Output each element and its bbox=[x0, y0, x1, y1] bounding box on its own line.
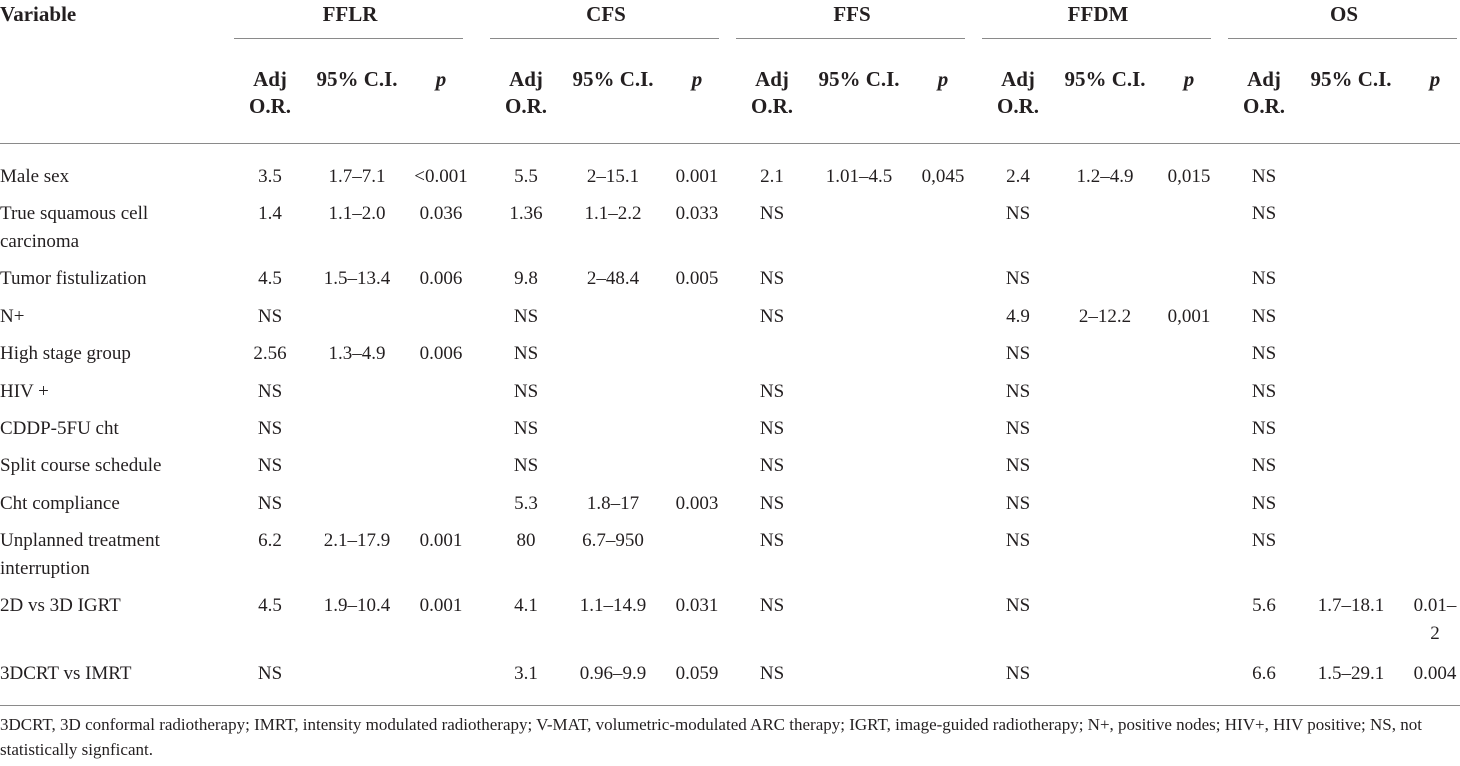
group-header-os: OS bbox=[1329, 2, 1358, 26]
p-value-cell: 0.005 bbox=[675, 268, 719, 289]
adj-or-cell: NS bbox=[1005, 455, 1031, 476]
ci-header: 95% C.I. bbox=[1064, 67, 1146, 91]
ci-cell: 1.2–4.9 bbox=[1076, 166, 1134, 187]
row-label: 2D vs 3D IGRT bbox=[0, 595, 121, 616]
adj-or-cell: 1.36 bbox=[509, 203, 543, 224]
adj-or-cell: NS bbox=[1005, 203, 1031, 224]
p-header: p bbox=[691, 67, 703, 91]
adj-or-cell: NS bbox=[1005, 530, 1031, 551]
row-label: Split course schedule bbox=[0, 455, 162, 476]
adj-or-cell: NS bbox=[257, 455, 283, 476]
row-label: Unplanned treatment interruption bbox=[0, 530, 160, 579]
adj-or-cell: 3.1 bbox=[514, 663, 538, 684]
adj-or-cell: NS bbox=[1005, 268, 1031, 289]
p-value-cell: 0.033 bbox=[675, 203, 719, 224]
adj-or-cell: 5.3 bbox=[514, 493, 538, 514]
adj-or-header: Adj O.R. bbox=[249, 67, 291, 118]
row-label: High stage group bbox=[0, 343, 131, 364]
adj-or-cell: NS bbox=[513, 455, 539, 476]
group-underline bbox=[490, 38, 719, 39]
adj-or-cell: 9.8 bbox=[514, 268, 538, 289]
group-underline bbox=[1228, 38, 1457, 39]
ci-cell: 0.96–9.9 bbox=[579, 663, 647, 684]
p-value-cell: 0.001 bbox=[675, 166, 719, 187]
p-value-cell: 0.031 bbox=[675, 595, 719, 616]
row-label: 3DCRT vs IMRT bbox=[0, 663, 132, 684]
ci-header: 95% C.I. bbox=[1310, 67, 1392, 91]
adj-or-cell: NS bbox=[759, 381, 785, 402]
adj-or-cell: NS bbox=[759, 418, 785, 439]
group-underline bbox=[234, 38, 463, 39]
p-value-cell: 0,045 bbox=[921, 166, 965, 187]
adj-or-cell: 3.5 bbox=[258, 166, 282, 187]
ci-cell: 2–15.1 bbox=[586, 166, 640, 187]
adj-or-cell: NS bbox=[759, 203, 785, 224]
adj-or-cell: NS bbox=[1005, 381, 1031, 402]
p-value-cell: 0.001 bbox=[419, 530, 463, 551]
group-header-cfs: CFS bbox=[586, 2, 626, 26]
adj-or-cell: 2.4 bbox=[1006, 166, 1030, 187]
ci-cell: 6.7–950 bbox=[582, 530, 644, 551]
adj-or-cell: NS bbox=[759, 455, 785, 476]
adj-or-cell: NS bbox=[1251, 268, 1277, 289]
adj-or-cell: NS bbox=[513, 306, 539, 327]
adj-or-cell: NS bbox=[1251, 530, 1277, 551]
adj-or-cell: NS bbox=[257, 663, 283, 684]
adj-or-cell: 4.9 bbox=[1006, 306, 1030, 327]
p-value-cell: 0.001 bbox=[419, 595, 463, 616]
group-underline bbox=[982, 38, 1211, 39]
p-value-cell: 0.01–2 bbox=[1413, 595, 1457, 644]
ci-cell: 1.1–2.0 bbox=[328, 203, 386, 224]
p-value-cell: 0.003 bbox=[675, 493, 719, 514]
ci-cell: 2.1–17.9 bbox=[323, 530, 391, 551]
p-value-cell: 0,015 bbox=[1167, 166, 1211, 187]
ci-cell: 1.1–14.9 bbox=[579, 595, 647, 616]
ci-cell: 1.5–29.1 bbox=[1317, 663, 1385, 684]
adj-or-cell: NS bbox=[513, 381, 539, 402]
ci-header: 95% C.I. bbox=[818, 67, 900, 91]
ci-cell: 2–12.2 bbox=[1078, 306, 1132, 327]
adj-or-cell: 2.56 bbox=[253, 343, 287, 364]
adj-or-cell: NS bbox=[1005, 595, 1031, 616]
row-label: Tumor fistulization bbox=[0, 268, 147, 289]
variable-header: Variable bbox=[0, 2, 77, 26]
p-value-cell: 0,001 bbox=[1167, 306, 1211, 327]
row-label: HIV + bbox=[0, 381, 49, 402]
adj-or-cell: NS bbox=[257, 381, 283, 402]
adj-or-cell: 5.6 bbox=[1252, 595, 1276, 616]
adj-or-cell: 6.6 bbox=[1252, 663, 1276, 684]
adj-or-cell: NS bbox=[759, 268, 785, 289]
ci-header: 95% C.I. bbox=[316, 67, 398, 91]
ci-cell: 1.3–4.9 bbox=[328, 343, 386, 364]
adj-or-cell: NS bbox=[1251, 455, 1277, 476]
adj-or-cell: 1.4 bbox=[258, 203, 282, 224]
group-header-ffdm: FFDM bbox=[1067, 2, 1129, 26]
ci-cell: 1.8–17 bbox=[586, 493, 640, 514]
header-rule bbox=[0, 143, 1460, 144]
adj-or-cell: NS bbox=[759, 493, 785, 514]
p-header: p bbox=[435, 67, 447, 91]
p-header: p bbox=[1429, 67, 1441, 91]
adj-or-cell: NS bbox=[759, 663, 785, 684]
adj-or-cell: 6.2 bbox=[258, 530, 282, 551]
p-header: p bbox=[937, 67, 949, 91]
adj-or-cell: NS bbox=[759, 306, 785, 327]
group-header-fflr: FFLR bbox=[322, 2, 378, 26]
ci-cell: 1.01–4.5 bbox=[825, 166, 893, 187]
group-underline bbox=[736, 38, 965, 39]
ci-cell: 1.7–7.1 bbox=[328, 166, 386, 187]
adj-or-cell: NS bbox=[1251, 418, 1277, 439]
adj-or-cell: NS bbox=[1005, 663, 1031, 684]
adj-or-cell: 2.1 bbox=[760, 166, 784, 187]
ci-header: 95% C.I. bbox=[572, 67, 654, 91]
adj-or-cell: NS bbox=[513, 418, 539, 439]
adj-or-header: Adj O.R. bbox=[997, 67, 1039, 118]
p-value-cell: 0.036 bbox=[419, 203, 463, 224]
adj-or-cell: 80 bbox=[516, 530, 536, 551]
table-footnote: 3DCRT, 3D conformal radiotherapy; IMRT, intensity modulated radiotherapy; V-MAT, volumetric-modulated ARC therapy; IGRT, image-guided radiotherapy; N+, positive nodes; HIV+, HIV positive; NS, not statistically signficant. bbox=[0, 715, 1422, 759]
adj-or-cell: NS bbox=[1251, 493, 1277, 514]
adj-or-cell: NS bbox=[1005, 343, 1031, 364]
adj-or-cell: NS bbox=[1005, 493, 1031, 514]
ci-cell: 1.9–10.4 bbox=[323, 595, 391, 616]
bottom-rule bbox=[0, 705, 1460, 706]
ci-cell: 1.5–13.4 bbox=[323, 268, 391, 289]
row-label: N+ bbox=[0, 306, 25, 327]
p-header: p bbox=[1183, 67, 1195, 91]
p-value-cell: 0.004 bbox=[1413, 663, 1457, 684]
row-label: True squamous cell carcinoma bbox=[0, 203, 149, 252]
adj-or-cell: NS bbox=[257, 306, 283, 327]
adj-or-cell: NS bbox=[513, 343, 539, 364]
ci-cell: 1.1–2.2 bbox=[584, 203, 642, 224]
row-label: CDDP-5FU cht bbox=[0, 418, 119, 439]
adj-or-cell: NS bbox=[1251, 343, 1277, 364]
row-label: Male sex bbox=[0, 166, 70, 187]
adj-or-cell: NS bbox=[759, 530, 785, 551]
ci-cell: 1.7–18.1 bbox=[1317, 595, 1385, 616]
adj-or-cell: NS bbox=[257, 418, 283, 439]
adj-or-header: Adj O.R. bbox=[505, 67, 547, 118]
adj-or-cell: NS bbox=[759, 595, 785, 616]
ci-cell: 2–48.4 bbox=[586, 268, 640, 289]
adj-or-cell: 5.5 bbox=[514, 166, 538, 187]
p-value-cell: 0.059 bbox=[675, 663, 719, 684]
adj-or-cell: NS bbox=[1251, 166, 1277, 187]
adj-or-header: Adj O.R. bbox=[751, 67, 793, 118]
adj-or-cell: NS bbox=[257, 493, 283, 514]
adj-or-cell: NS bbox=[1005, 418, 1031, 439]
row-label: Cht compliance bbox=[0, 493, 120, 514]
adj-or-cell: 4.5 bbox=[258, 268, 282, 289]
p-value-cell: 0.006 bbox=[419, 268, 463, 289]
group-header-ffs: FFS bbox=[833, 2, 871, 26]
adj-or-header: Adj O.R. bbox=[1243, 67, 1285, 118]
p-value-cell: 0.006 bbox=[419, 343, 463, 364]
adj-or-cell: 4.5 bbox=[258, 595, 282, 616]
adj-or-cell: NS bbox=[1251, 203, 1277, 224]
adj-or-cell: NS bbox=[1251, 306, 1277, 327]
p-value-cell: <0.001 bbox=[414, 166, 468, 187]
adj-or-cell: NS bbox=[1251, 381, 1277, 402]
adj-or-cell: 4.1 bbox=[514, 595, 538, 616]
